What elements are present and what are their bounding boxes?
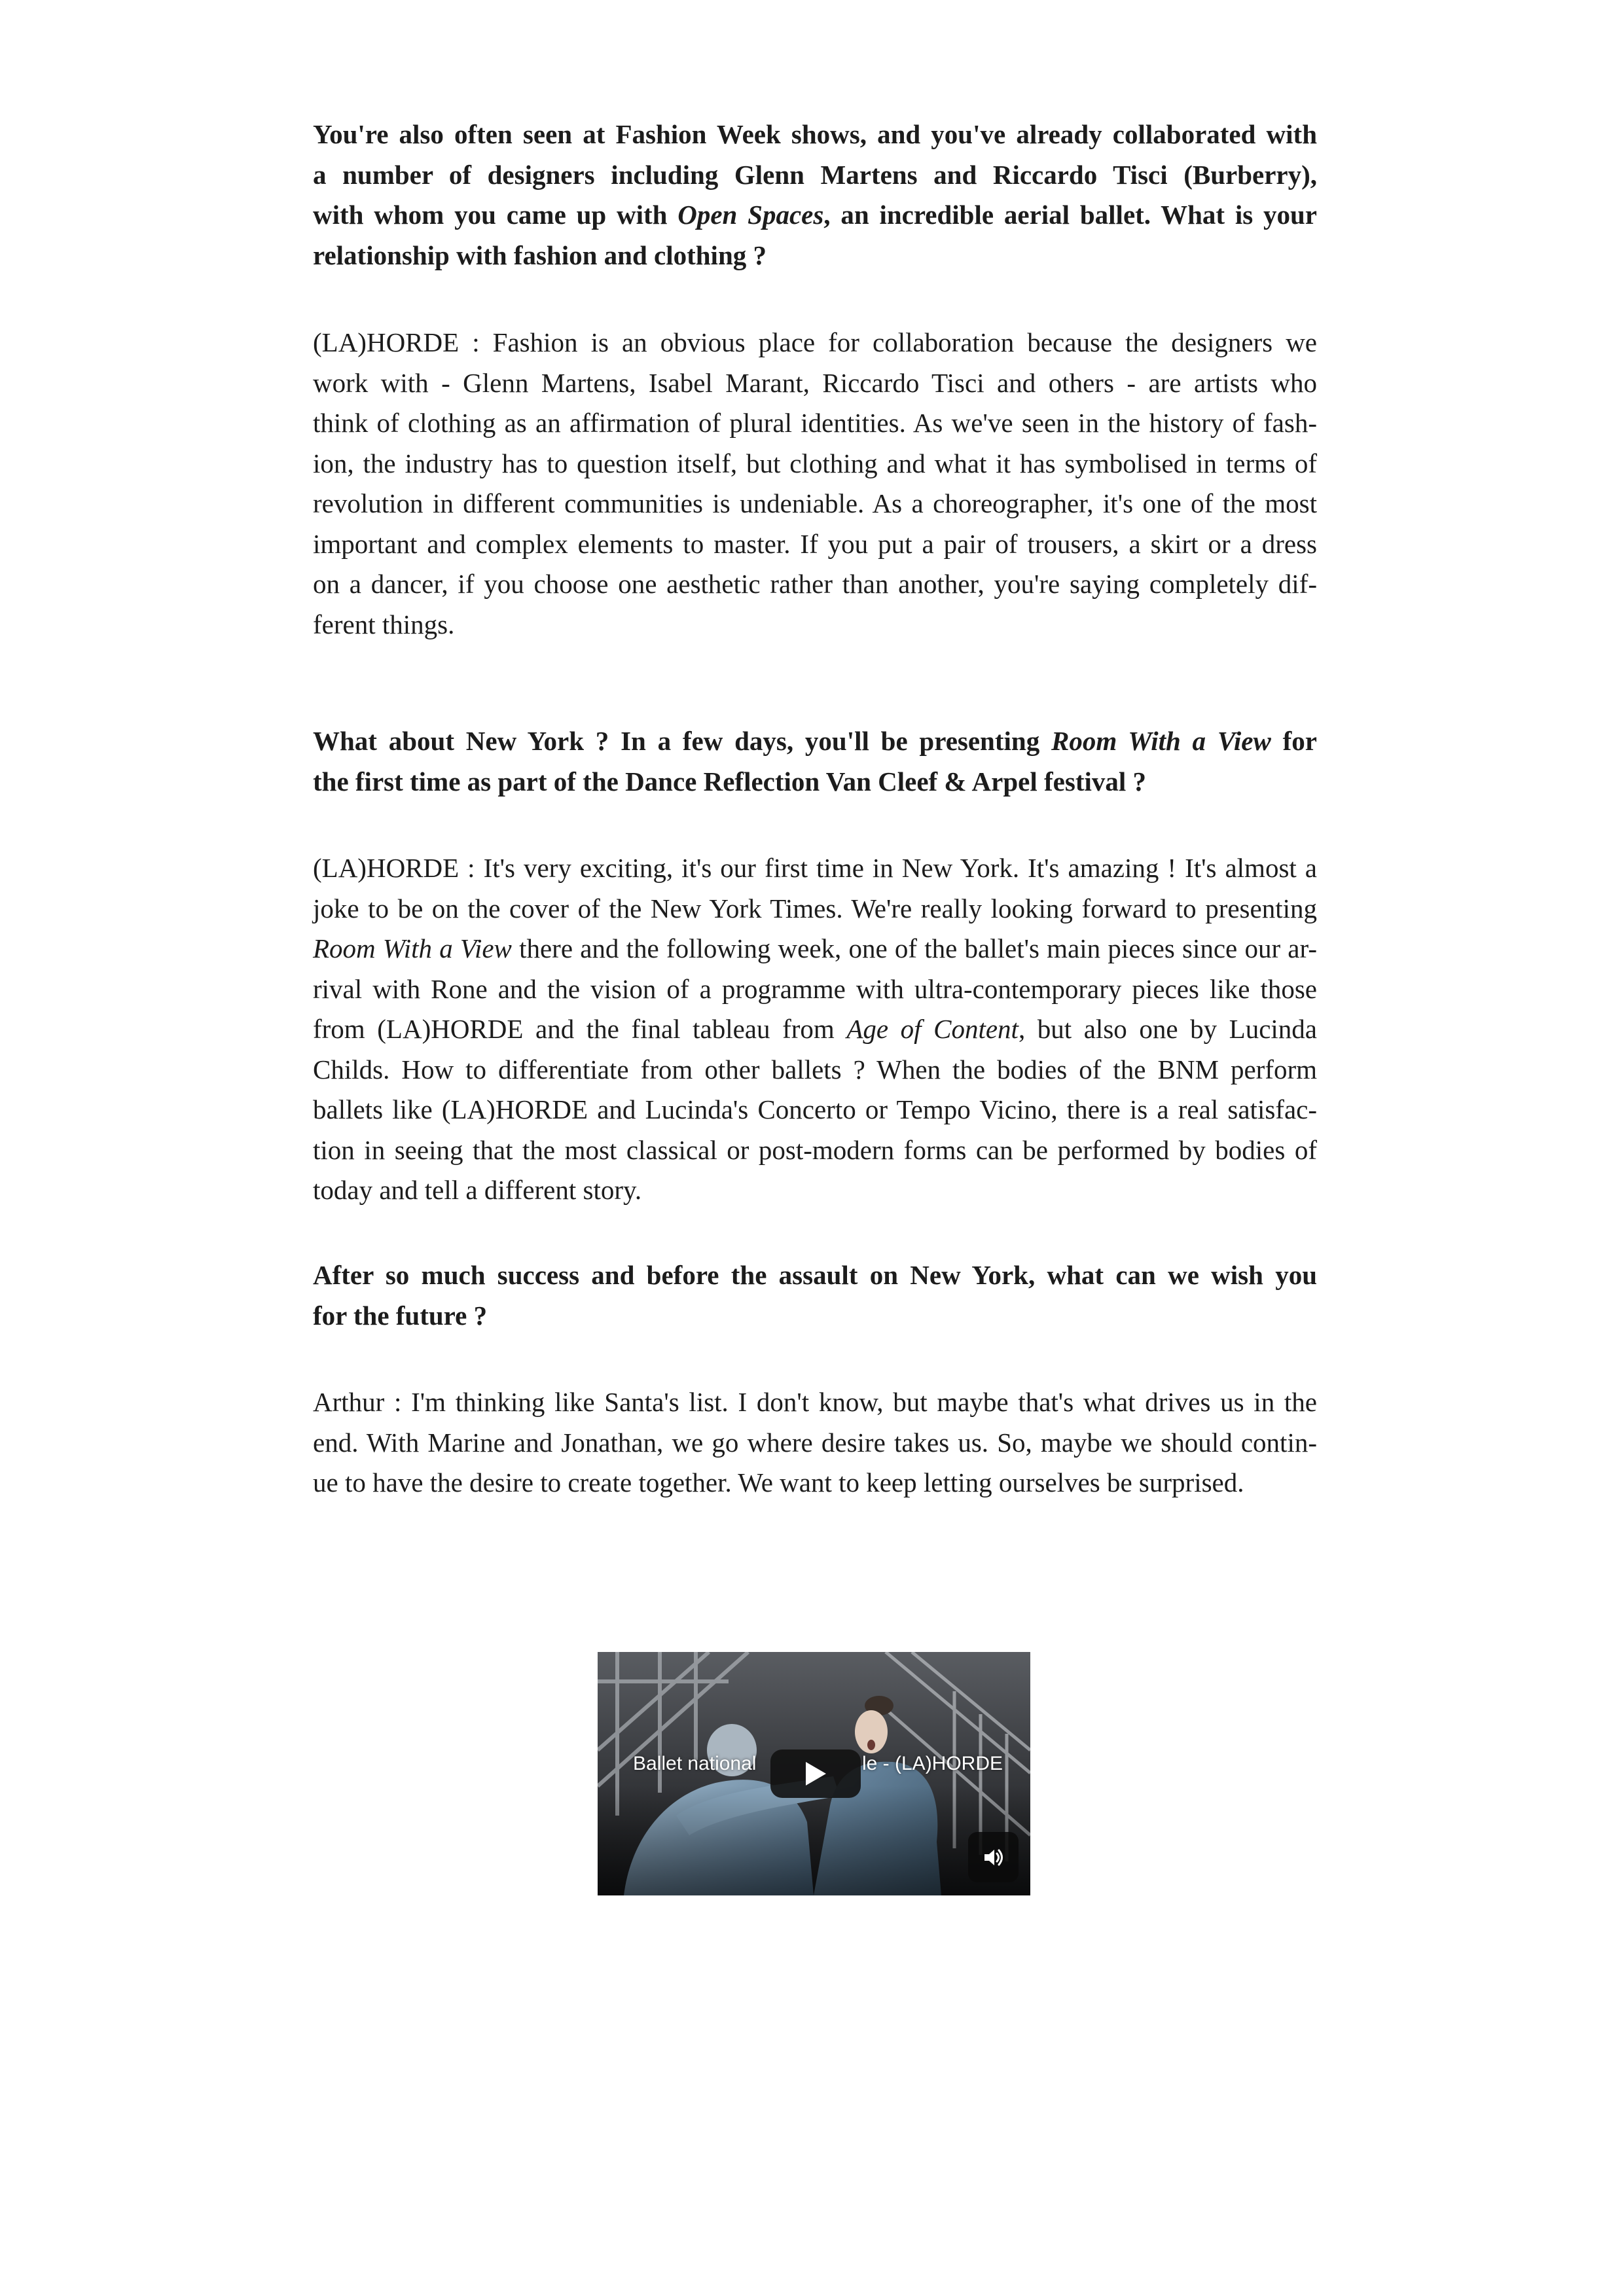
text-line: today and tell a different story. (313, 1175, 642, 1205)
volume-button[interactable] (968, 1832, 1019, 1882)
text-line: revolution in different communities is undeniable. As a choreographer, it's one of the most (313, 488, 1317, 518)
interview-question-1 (313, 115, 1317, 276)
text-line (313, 195, 1317, 236)
text-segment: , but also one by Lucinda (1018, 1014, 1318, 1044)
text-segment: for (1271, 726, 1317, 756)
play-button[interactable] (770, 1749, 861, 1798)
text-segment: , an incredible aerial ballet. What is your (823, 200, 1317, 230)
interview-answer-3 (313, 1382, 1317, 1503)
text-line: Childs. How to differentiate from other ballets ? When the bodies of the BNM perform (313, 1054, 1317, 1085)
text-line: the first time as part of the Dance Reflection Van Cleef & Arpel festival ? (313, 766, 1147, 797)
text-line: (LA)HORDE : Fashion is an obvious place for collaboration because the designers we (313, 327, 1317, 357)
speaker-icon (981, 1844, 1007, 1871)
video-title[interactable]: le - (LA)HORDE (862, 1753, 1003, 1774)
text-line (313, 1009, 1317, 1050)
text-line: end. With Marine and Jonathan, we go where desire takes us. So, maybe we should contin- (313, 1427, 1317, 1458)
text-line: ballets like (LA)HORDE and Lucinda's Concerto or Tempo Vicino, there is a real satisfac- (313, 1094, 1317, 1124)
text-segment: there and the following week, one of the ballet's main pieces since our ar- (511, 933, 1317, 963)
play-icon (804, 1761, 827, 1786)
work-title: Room With a View (1051, 726, 1271, 756)
text-line: After so much success and before the assault on New York, what can we wish you (313, 1260, 1317, 1290)
text-line (313, 929, 1317, 969)
text-line: important and complex elements to master. If you put a pair of trousers, a skirt or a dress (313, 528, 1317, 559)
text-segment: with whom you came up with (313, 200, 678, 230)
text-line: ion, the industry has to question itself, but clothing and what it has symbolised in terms of (313, 448, 1317, 478)
text-line: on a dancer, if you choose one aesthetic rather than another, you're saying completely dif- (313, 569, 1317, 599)
text-line: relationship with fashion and clothing ? (313, 240, 767, 270)
text-line: Arthur : I'm thinking like Santa's list. I don't know, but maybe that's what drives us in the (313, 1387, 1317, 1417)
text-line: for the future ? (313, 1300, 488, 1331)
work-title: Room With a View (313, 933, 512, 963)
text-line: work with - Glenn Martens, Isabel Marant, Riccardo Tisci and others - are artists who (313, 367, 1317, 398)
text-line: (LA)HORDE : It's very exciting, it's our first time in New York. It's amazing ! It's almost a (313, 853, 1317, 883)
interview-answer-1 (313, 323, 1317, 645)
text-segment: from (LA)HORDE and the final tableau from (313, 1014, 847, 1044)
text-segment: What about New York ? In a few days, you'll be presenting (313, 726, 1051, 756)
interview-question-2 (313, 721, 1317, 802)
text-line (313, 721, 1317, 762)
text-line: tion in seeing that the most classical or post-modern forms can be performed by bodies of (313, 1134, 1317, 1165)
text-line: ue to have the desire to create together. We want to keep letting ourselves be surprised. (313, 1467, 1244, 1498)
text-line: a number of designers including Glenn Martens and Riccardo Tisci (Burberry), (313, 159, 1317, 190)
text-line: think of clothing as an affirmation of plural identities. As we've seen in the history of fash- (313, 408, 1317, 438)
interview-question-3 (313, 1255, 1317, 1336)
interview-answer-2 (313, 848, 1317, 1211)
text-line: joke to be on the cover of the New York Times. We're really looking forward to presenting (313, 893, 1317, 924)
video-embed[interactable] (598, 1652, 1030, 1895)
work-title: Open Spaces (677, 200, 824, 230)
text-line: rival with Rone and the vision of a programme with ultra-contemporary pieces like those (313, 973, 1317, 1004)
text-line: You're also often seen at Fashion Week shows, and you've already collaborated with (313, 119, 1317, 149)
text-line: ferent things. (313, 609, 455, 639)
work-title: Age of Content (846, 1014, 1019, 1044)
video-title[interactable]: Ballet national (633, 1753, 757, 1774)
